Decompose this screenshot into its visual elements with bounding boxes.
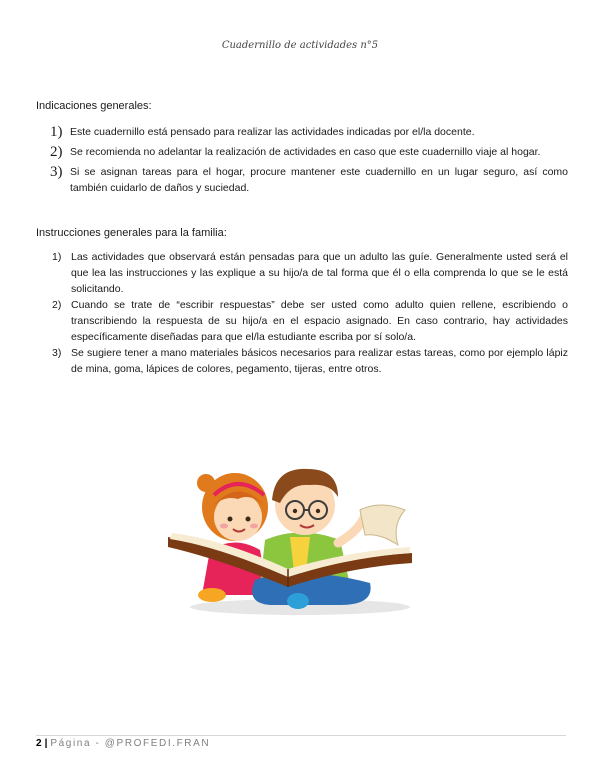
list-text: Este cuadernillo está pensado para realizar las actividades indicadas por el/la docente. [70,126,475,138]
page-number: 2 [36,738,42,749]
family-instructions-list [52,249,568,377]
list-number: 2) [52,299,62,311]
list-number: 1) [50,124,63,140]
list-item [50,164,568,196]
page-header-title: Cuadernillo de actividades n°5 [221,40,379,51]
list-number: 3) [50,164,63,180]
list-number: 2) [50,144,63,160]
footer-separator: | [44,738,48,749]
list-item [50,144,568,160]
list-text: Se recomienda no adelantar la realización de actividades en caso que este cuadernillo viaje al hogar. [70,146,541,158]
list-text: Las actividades que observará están pensadas para que un adulto las guíe. Generalmente usted será el que lea las instrucciones y las explique a su hijo/a de tal forma que él o ella comprenda lo que se le está solicitando. [71,251,568,295]
footer-label: Página - @PROFEDI.FRAN [50,738,211,749]
list-number: 1) [52,251,62,263]
list-text: Se sugiere tener a mano materiales básicos necesarios para realizar estas tareas, como por ejemplo lápiz de mina, goma, lápices de colores, pegamento, tijeras, entre otros. [71,347,568,375]
list-text: Cuando se trate de “escribir respuestas” debe ser usted como adulto quien rellene, escribiendo o transcribiendo la respuesta de su hijo/a en el espacio asignado. En caso contrario, hay actividades específicamente diseñadas para que el/la estudiante escriba por sí solo/a. [71,299,568,343]
footer-divider [36,735,566,736]
general-instructions-list [50,124,568,200]
page-footer [36,738,210,749]
list-text: Si se asignan tareas para el hogar, procure mantener este cuadernillo en un lugar seguro, así como también cuidarlo de daños y suciedad. [70,166,568,194]
list-item [52,249,568,297]
list-item [50,124,568,140]
section-title-family: Instrucciones generales para la familia: [36,227,227,239]
list-item [52,345,568,377]
list-number: 3) [52,347,62,359]
children-reading-book-icon [160,455,445,620]
section-title-general: Indicaciones generales: [36,100,152,112]
list-item [52,297,568,345]
